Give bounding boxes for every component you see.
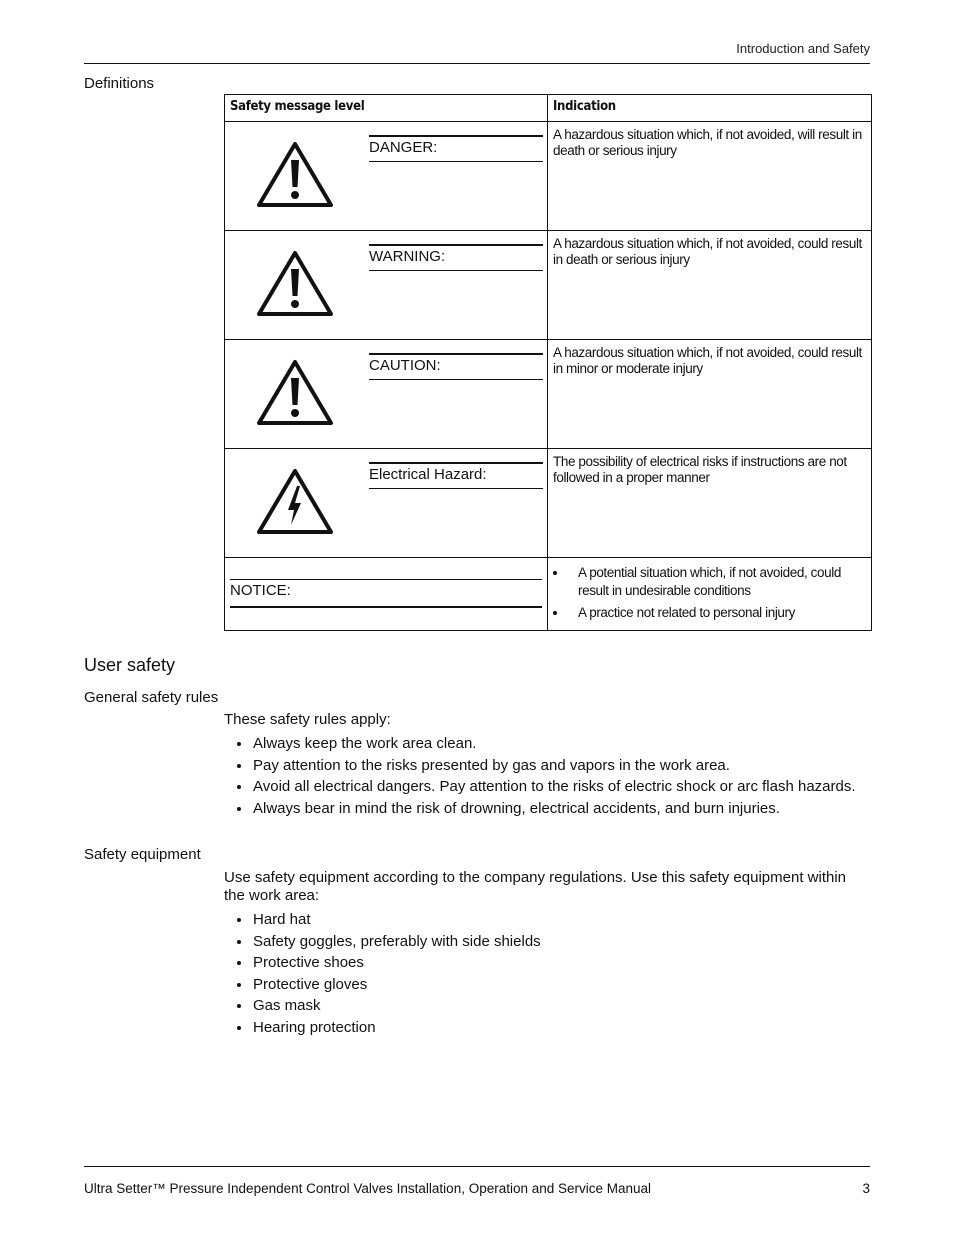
signal-word: CAUTION: [369,353,543,380]
column-header-indication: Indication [548,95,872,122]
notice-indication-list [548,564,871,622]
list-item: • A potential situation which, if not avoided, could result in undesirable conditions [568,564,871,600]
indication-cell [548,558,872,631]
safety-equipment-intro: Use safety equipment according to the company regulations. Use this safety equipment within the work area: [224,869,847,904]
notice-signal-word: NOTICE: [230,579,542,608]
table-header-row [225,95,872,122]
safety-equipment-list [224,911,892,1040]
list-item: • Safety goggles, preferably with side shields [252,933,892,951]
indication-text: A hazardous situation which, if not avoided, will result in death or serious injury [553,127,862,158]
table-row [225,122,872,231]
running-header: Introduction and Safety [736,41,870,56]
signal-word: WARNING: [369,244,543,271]
indication-cell [548,449,872,558]
signal-word: DANGER: [369,135,543,162]
list-item: • A practice not related to personal injury [568,604,871,622]
indication-text: The possibility of electrical risks if instructions are not followed in a proper manner [553,454,847,485]
level-cell [225,558,548,631]
column-header-level: Safety message level [225,95,548,122]
table-row [225,558,872,631]
warning-triangle-icon [256,358,334,426]
list-item: • Protective shoes [252,954,892,972]
general-safety-intro: These safety rules apply: [224,711,391,728]
list-item: • Gas mask [252,997,892,1015]
general-safety-list [224,735,892,821]
page-number: 3 [862,1181,870,1196]
indication-text: A hazardous situation which, if not avoided, could result in minor or moderate injury [553,345,862,376]
signal-word: Electrical Hazard: [369,462,543,489]
warning-triangle-icon [256,249,334,317]
level-cell [225,122,548,231]
level-cell [225,449,548,558]
electrical-hazard-icon [256,467,334,535]
list-item: • Hard hat [252,911,892,929]
level-cell [225,340,548,449]
list-item: • Always bear in mind the risk of drowning, electrical accidents, and burn injuries. [252,800,892,818]
table-row [225,231,872,340]
footer-rule [84,1166,870,1167]
list-item: • Pay attention to the risks presented by gas and vapors in the work area. [252,757,892,775]
list-item: • Hearing protection [252,1019,892,1037]
level-cell [225,231,548,340]
table-row [225,449,872,558]
list-item: • Always keep the work area clean. [252,735,892,753]
footer-manual-title: Ultra Setter™ Pressure Independent Control Valves Installation, Operation and Service Manual [84,1181,652,1196]
warning-triangle-icon [256,140,334,208]
list-item: • Avoid all electrical dangers. Pay attention to the risks of electric shock or arc flash hazards. [252,778,892,796]
indication-cell [548,122,872,231]
user-safety-heading: User safety [84,655,176,675]
indication-cell [548,231,872,340]
definitions-label: Definitions [84,75,155,92]
list-item: • Protective gloves [252,976,892,994]
indication-cell [548,340,872,449]
safety-definitions-table [224,94,872,631]
indication-text: A hazardous situation which, if not avoided, could result in death or serious injury [553,236,862,267]
table-row [225,340,872,449]
safety-equipment-label: Safety equipment [84,846,201,863]
header-rule [84,63,870,64]
general-safety-rules-label: General safety rules [84,689,219,706]
